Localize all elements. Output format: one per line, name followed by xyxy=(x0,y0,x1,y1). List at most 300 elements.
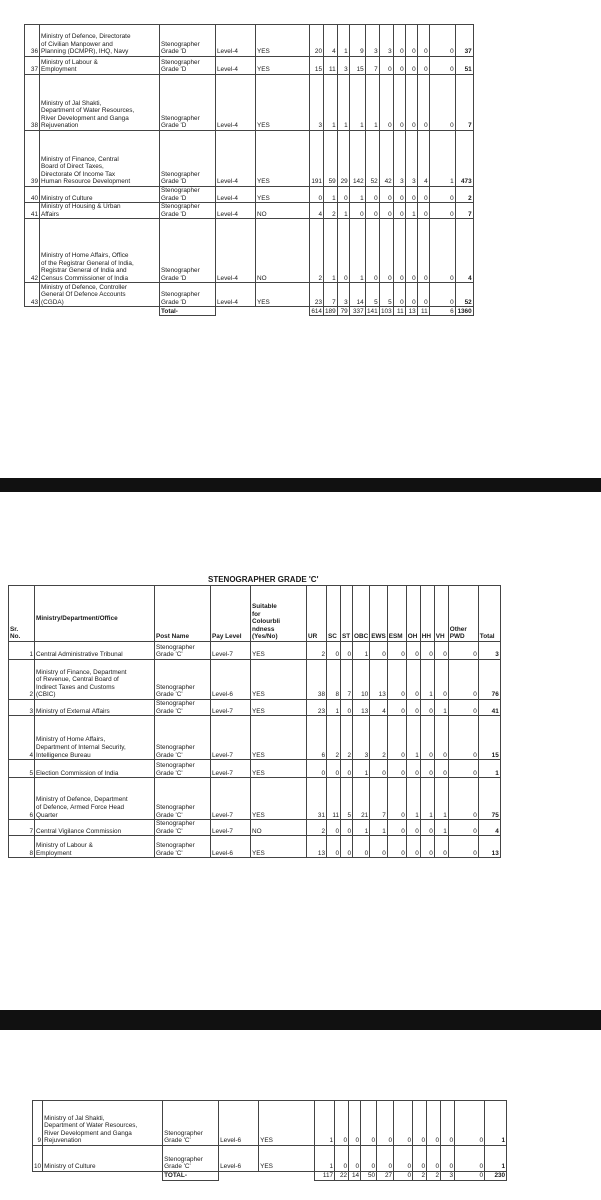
grade-c-title: STENOGRAPHER GRADE 'C' xyxy=(208,575,319,584)
ministry-cell xyxy=(35,642,155,660)
table-row xyxy=(25,187,474,203)
colour-blindness-cell: NO xyxy=(256,203,310,219)
category-count-cell: 0 xyxy=(429,187,455,203)
column-total-cell: 27 xyxy=(377,1172,394,1181)
category-count-cell: 0 xyxy=(429,219,455,283)
text-line: Ministry of Jal Shakti, xyxy=(44,1114,105,1122)
text-line: Census Commissioner of India xyxy=(41,274,129,282)
category-count-cell: 0 xyxy=(413,1146,427,1172)
category-count-cell: 0 xyxy=(417,187,429,203)
text-line: Registrar General of India and xyxy=(41,267,127,275)
category-count-cell: 0 xyxy=(387,716,406,760)
category-count-cell: 0 xyxy=(377,1146,394,1172)
category-count-cell: 0 xyxy=(335,1101,349,1146)
category-count-cell: 0 xyxy=(417,219,429,283)
category-count-cell: 0 xyxy=(405,219,417,283)
ministry-cell xyxy=(40,203,160,219)
category-count-cell: 0 xyxy=(365,203,379,219)
category-count-cell: 0 xyxy=(420,836,434,858)
category-count-cell: 0 xyxy=(420,820,434,836)
text-line: Election Commission of India xyxy=(36,769,119,777)
colour-blindness-cell: YES xyxy=(251,660,307,700)
table-row xyxy=(25,75,474,131)
category-count-cell: 15 xyxy=(310,57,324,75)
text-line: Grade 'C' xyxy=(156,827,183,835)
ministry-cell xyxy=(35,716,155,760)
header-pay-level: Pay Level xyxy=(211,586,251,642)
text-line: Central Administrative Tribunal xyxy=(36,651,123,659)
category-count-cell: 5 xyxy=(379,283,393,307)
table-row xyxy=(25,131,474,187)
empty-cell xyxy=(259,1172,315,1181)
colour-blindness-cell: YES xyxy=(251,778,307,820)
text-line: Grade 'C' xyxy=(156,751,183,759)
category-count-cell: 0 xyxy=(341,820,353,836)
category-count-cell: 1 xyxy=(406,716,420,760)
header-obc: OBC xyxy=(353,586,370,642)
column-total-cell: 2 xyxy=(427,1172,441,1181)
text-line: River Development and Ganga xyxy=(41,114,129,122)
text-line: Department of Internal Security, xyxy=(36,744,126,751)
category-count-cell: 0 xyxy=(427,1101,441,1146)
ministry-cell xyxy=(40,131,160,187)
text-line: Ministry of Finance, Department xyxy=(36,668,127,676)
text-line: Indirect Taxes and Customs xyxy=(36,683,115,691)
category-count-cell: 4 xyxy=(310,203,324,219)
table-row xyxy=(9,716,501,760)
empty-cell xyxy=(33,1172,43,1181)
text-line: Ministry of Culture xyxy=(44,1163,96,1171)
empty-cell xyxy=(216,307,256,316)
column-total-cell: 2 xyxy=(413,1172,427,1181)
category-count-cell: 0 xyxy=(370,760,388,778)
category-count-cell: 1 xyxy=(337,25,349,57)
category-count-cell: 0 xyxy=(327,820,341,836)
category-count-cell: 0 xyxy=(361,1101,377,1146)
text-line: Ministry of External Affairs xyxy=(36,707,110,715)
text-line: Grade 'C' xyxy=(156,811,183,819)
text-line: Directorate Of Income Tax xyxy=(41,170,116,178)
text-line: Stenographer xyxy=(156,804,195,811)
category-count-cell: 15 xyxy=(349,57,365,75)
category-count-cell: 1 xyxy=(420,660,434,700)
category-count-cell: 31 xyxy=(307,778,327,820)
pay-level-cell: Level-7 xyxy=(211,760,251,778)
ministry-cell xyxy=(35,778,155,820)
category-count-cell: 0 xyxy=(441,1101,455,1146)
table-row xyxy=(9,820,501,836)
text-line: Stenographer xyxy=(161,58,200,66)
category-count-cell: 0 xyxy=(455,1101,485,1146)
header-ministry xyxy=(35,586,155,642)
row-total-cell: 41 xyxy=(478,700,500,716)
text-line: of the Registrar General of India, xyxy=(41,259,134,267)
category-count-cell: 0 xyxy=(417,283,429,307)
grade-c-table xyxy=(8,585,501,858)
category-count-cell: 0 xyxy=(337,219,349,283)
row-total-cell: 1 xyxy=(485,1101,507,1146)
serial-number-cell: 7 xyxy=(9,820,35,836)
ministry-cell xyxy=(35,700,155,716)
header-other-pwd xyxy=(448,586,478,642)
header-hh: HH xyxy=(420,586,434,642)
text-line: Ministry of Defence, Directorate xyxy=(41,33,131,41)
category-count-cell: 0 xyxy=(387,700,406,716)
category-count-cell: 1 xyxy=(337,75,349,131)
ministry-cell xyxy=(43,1101,163,1146)
post-name-cell xyxy=(160,75,216,131)
category-count-cell: 7 xyxy=(324,283,338,307)
category-count-cell: 0 xyxy=(429,283,455,307)
text-line: Ministry of Labour & xyxy=(41,58,98,66)
serial-number-cell: 6 xyxy=(9,778,35,820)
text-line: Grade 'C' xyxy=(156,651,183,659)
category-count-cell: 0 xyxy=(387,820,406,836)
pay-level-cell: Level-4 xyxy=(216,203,256,219)
header-sc: SC xyxy=(327,586,341,642)
category-count-cell: 1 xyxy=(434,700,448,716)
table-row xyxy=(9,660,501,700)
pay-level-cell: Level-6 xyxy=(211,660,251,700)
column-total-cell: 614 xyxy=(311,307,322,315)
grade-c-continued-panel xyxy=(0,1030,601,1200)
column-total-cell: 141 xyxy=(367,307,378,315)
text-line: Affairs xyxy=(41,210,59,218)
category-count-cell: 1 xyxy=(353,760,370,778)
serial-number-cell: 41 xyxy=(25,203,40,219)
category-count-cell: 0 xyxy=(434,760,448,778)
category-count-cell: 0 xyxy=(341,760,353,778)
category-count-cell: 0 xyxy=(429,203,455,219)
colour-blindness-cell: YES xyxy=(259,1101,315,1146)
category-count-cell: 13 xyxy=(370,660,388,700)
text-line: Grade 'D xyxy=(161,210,187,218)
category-count-cell: 0 xyxy=(448,660,478,700)
category-count-cell: 42 xyxy=(379,131,393,187)
text-line: Grade 'D xyxy=(161,298,187,306)
category-count-cell: 0 xyxy=(393,283,405,307)
category-count-cell: 0 xyxy=(361,1146,377,1172)
category-count-cell: 3 xyxy=(337,283,349,307)
ministry-cell xyxy=(35,660,155,700)
text-line: Ministry of Culture xyxy=(41,194,93,202)
category-count-cell: 0 xyxy=(387,760,406,778)
category-count-cell: 0 xyxy=(448,716,478,760)
category-count-cell: 13 xyxy=(307,836,327,858)
category-count-cell: 1 xyxy=(337,203,349,219)
text-line: Ministry of Finance, Central xyxy=(41,155,119,163)
serial-number-cell: 8 xyxy=(9,836,35,858)
ministry-cell xyxy=(35,820,155,836)
category-count-cell: 3 xyxy=(379,25,393,57)
category-count-cell: 0 xyxy=(377,1101,394,1146)
text-line: Stenographer xyxy=(161,291,200,299)
table-row xyxy=(25,203,474,219)
category-count-cell: 3 xyxy=(310,75,324,131)
category-count-cell: 0 xyxy=(370,642,388,660)
row-total-cell: 37 xyxy=(455,25,473,57)
row-total-cell: 15 xyxy=(478,716,500,760)
category-count-cell: 5 xyxy=(341,778,353,820)
row-total-cell: 7 xyxy=(455,203,473,219)
category-count-cell: 3 xyxy=(405,131,417,187)
text-line: Ministry of Defence, Department xyxy=(36,796,128,804)
row-total-cell: 76 xyxy=(478,660,500,700)
table-row xyxy=(25,283,474,307)
category-count-cell: 0 xyxy=(406,760,420,778)
serial-number-cell: 10 xyxy=(33,1146,43,1172)
row-total-cell: 52 xyxy=(455,283,473,307)
category-count-cell: 21 xyxy=(353,778,370,820)
serial-number-cell: 2 xyxy=(9,660,35,700)
total-label: Total- xyxy=(160,307,216,316)
totals-row xyxy=(33,1172,507,1181)
table-row xyxy=(25,219,474,283)
text-line: Stenographer xyxy=(164,1155,203,1163)
category-count-cell: 0 xyxy=(441,1146,455,1172)
pay-level-cell: Level-4 xyxy=(216,25,256,57)
category-count-cell: 1 xyxy=(420,778,434,820)
category-count-cell: 0 xyxy=(448,700,478,716)
category-count-cell: 3 xyxy=(337,57,349,75)
category-count-cell: 1 xyxy=(406,778,420,820)
post-name-cell xyxy=(160,283,216,307)
table-row xyxy=(9,700,501,716)
table-row xyxy=(9,642,501,660)
post-name-cell xyxy=(155,642,211,660)
category-count-cell: 3 xyxy=(353,716,370,760)
text-line: Planning (DCMPR), IHQ, Navy xyxy=(41,48,129,56)
category-count-cell: 59 xyxy=(324,131,338,187)
category-count-cell: 2 xyxy=(370,716,388,760)
category-count-cell: 14 xyxy=(349,283,365,307)
header-post-name: Post Name xyxy=(155,586,211,642)
text-line: (CBIC) xyxy=(36,691,56,699)
colour-blindness-cell: YES xyxy=(256,57,310,75)
category-count-cell: 1 xyxy=(370,820,388,836)
colour-blindness-cell: YES xyxy=(256,131,310,187)
column-total-cell: 117 xyxy=(315,1172,335,1181)
category-count-cell: 0 xyxy=(448,820,478,836)
text-line: Grade 'C' xyxy=(164,1137,191,1145)
text-line: (Yes/No) xyxy=(252,633,278,641)
post-name-cell xyxy=(160,203,216,219)
category-count-cell: 0 xyxy=(341,700,353,716)
ministry-cell xyxy=(40,283,160,307)
pay-level-cell: Level-7 xyxy=(211,778,251,820)
text-line: Stenographer xyxy=(161,267,200,275)
text-line: Grade 'C' xyxy=(156,849,183,857)
post-name-cell xyxy=(160,219,216,283)
category-count-cell: 1 xyxy=(324,219,338,283)
text-line: Ministry of Jal Shakti, xyxy=(41,99,102,107)
text-line: Grade 'D xyxy=(161,194,187,202)
colour-blindness-cell: YES xyxy=(256,187,310,203)
serial-number-cell: 9 xyxy=(33,1101,43,1146)
category-count-cell: 0 xyxy=(429,57,455,75)
category-count-cell: 0 xyxy=(379,203,393,219)
row-total-cell: 2 xyxy=(455,187,473,203)
category-count-cell: 0 xyxy=(429,75,455,131)
category-count-cell: 2 xyxy=(327,716,341,760)
post-name-cell xyxy=(160,187,216,203)
text-line: for xyxy=(252,610,261,618)
row-total-cell: 1 xyxy=(478,760,500,778)
text-line: Quarter xyxy=(36,811,58,819)
category-count-cell: 0 xyxy=(427,1146,441,1172)
text-line: Human Resource Development xyxy=(41,178,131,186)
table-row xyxy=(33,1146,507,1172)
category-count-cell: 0 xyxy=(455,1146,485,1172)
category-count-cell: 0 xyxy=(448,836,478,858)
column-total-cell: 0 xyxy=(455,1172,485,1181)
category-count-cell: 0 xyxy=(387,778,406,820)
grade-c-continued-table xyxy=(32,1100,507,1181)
category-count-cell: 5 xyxy=(365,283,379,307)
ministry-cell xyxy=(40,219,160,283)
empty-cell xyxy=(43,1172,163,1181)
serial-number-cell: 37 xyxy=(25,57,40,75)
category-count-cell: 0 xyxy=(405,57,417,75)
post-name-cell xyxy=(160,131,216,187)
text-line: Department of Water Resources, xyxy=(44,1122,138,1130)
colour-blindness-cell: NO xyxy=(256,219,310,283)
category-count-cell: 1 xyxy=(349,219,365,283)
text-line: Board of Direct Taxes, xyxy=(41,163,104,171)
ministry-cell xyxy=(35,760,155,778)
text-line: Intelligence Bureau xyxy=(36,751,91,759)
post-name-cell xyxy=(155,760,211,778)
serial-number-cell: 36 xyxy=(25,25,40,57)
ministry-cell xyxy=(40,25,160,57)
category-count-cell: 0 xyxy=(379,57,393,75)
category-count-cell: 6 xyxy=(307,716,327,760)
row-total-cell: 7 xyxy=(455,75,473,131)
category-count-cell: 1 xyxy=(327,700,341,716)
grand-total-cell: 230 xyxy=(485,1172,507,1181)
category-count-cell: 0 xyxy=(406,820,420,836)
column-total-cell: 13 xyxy=(405,307,417,316)
category-count-cell: 0 xyxy=(406,700,420,716)
category-count-cell: 3 xyxy=(365,25,379,57)
text-line: Suitable xyxy=(252,603,277,611)
text-line: River Development and Ganga xyxy=(44,1129,132,1137)
table-row xyxy=(33,1101,507,1146)
category-count-cell: 20 xyxy=(310,25,324,57)
category-count-cell: 0 xyxy=(434,716,448,760)
pay-level-cell: Level-4 xyxy=(216,131,256,187)
category-count-cell: 0 xyxy=(393,187,405,203)
text-line: General Of Defence Accounts xyxy=(41,291,126,299)
text-line: Rejuvenation xyxy=(41,122,79,130)
category-count-cell: 0 xyxy=(335,1146,349,1172)
category-count-cell: 0 xyxy=(393,25,405,57)
category-count-cell: 0 xyxy=(349,1146,361,1172)
ministry-cell xyxy=(43,1146,163,1172)
grade-c-panel xyxy=(0,492,601,1010)
category-count-cell: 0 xyxy=(370,836,388,858)
pay-level-cell: Level-4 xyxy=(216,187,256,203)
category-count-cell: 11 xyxy=(324,57,338,75)
text-line: Employment xyxy=(36,849,72,857)
pay-level-cell: Level-4 xyxy=(216,283,256,307)
category-count-cell: 0 xyxy=(434,642,448,660)
text-line: Department of Water Resources, xyxy=(41,107,135,115)
post-name-cell xyxy=(155,820,211,836)
category-count-cell: 8 xyxy=(327,660,341,700)
text-line: Stenographer xyxy=(161,40,200,48)
text-line: PWD xyxy=(449,633,465,641)
pay-level-cell: Level-6 xyxy=(219,1146,259,1172)
table-row xyxy=(9,760,501,778)
header-ews: EWS xyxy=(370,586,388,642)
category-count-cell: 2 xyxy=(307,820,327,836)
category-count-cell: 1 xyxy=(353,642,370,660)
category-count-cell: 0 xyxy=(394,1146,413,1172)
pay-level-cell: Level-6 xyxy=(219,1101,259,1146)
post-name-cell xyxy=(155,836,211,858)
text-line: Grade 'C' xyxy=(156,769,183,777)
text-line: Stenographer xyxy=(161,170,200,178)
text-line: Sr. xyxy=(10,625,19,633)
category-count-cell: 0 xyxy=(406,642,420,660)
table-row xyxy=(9,778,501,820)
category-count-cell: 0 xyxy=(365,219,379,283)
colour-blindness-cell: YES xyxy=(259,1146,315,1172)
post-name-cell xyxy=(163,1146,219,1172)
category-count-cell: 0 xyxy=(341,642,353,660)
post-name-cell xyxy=(160,57,216,75)
grade-d-table xyxy=(24,24,474,316)
text-line: Employment xyxy=(41,66,77,74)
category-count-cell: 0 xyxy=(387,660,406,700)
text-line: Grade 'C' xyxy=(164,1163,191,1171)
column-total-cell: 337 xyxy=(349,307,365,316)
category-count-cell: 0 xyxy=(327,836,341,858)
category-count-cell: 0 xyxy=(413,1101,427,1146)
serial-number-cell: 1 xyxy=(9,642,35,660)
serial-number-cell: 40 xyxy=(25,187,40,203)
row-total-cell: 3 xyxy=(478,642,500,660)
ministry-cell xyxy=(40,57,160,75)
text-line: Ministry of Labour & xyxy=(36,842,93,850)
screenshot-divider-bar xyxy=(0,478,601,492)
category-count-cell: 29 xyxy=(337,131,349,187)
pay-level-cell: Level-4 xyxy=(216,219,256,283)
category-count-cell: 52 xyxy=(365,131,379,187)
post-name-cell xyxy=(160,25,216,57)
header-oh: OH xyxy=(406,586,420,642)
column-total-cell: 11 xyxy=(393,307,405,316)
post-name-cell xyxy=(155,778,211,820)
colour-blindness-cell: YES xyxy=(251,700,307,716)
category-count-cell: 1 xyxy=(315,1146,335,1172)
text-line: Other xyxy=(449,625,467,633)
row-total-cell: 1 xyxy=(485,1146,507,1172)
category-count-cell: 0 xyxy=(448,778,478,820)
category-count-cell: 0 xyxy=(417,75,429,131)
text-line: Stenographer xyxy=(161,203,200,211)
category-count-cell: 0 xyxy=(349,203,365,219)
category-count-cell: 23 xyxy=(307,700,327,716)
text-line: Ministry of Defence, Controller xyxy=(41,283,127,291)
empty-cell xyxy=(256,307,310,316)
header-st: ST xyxy=(341,586,353,642)
text-line: ndness xyxy=(252,625,275,633)
category-count-cell: 0 xyxy=(406,836,420,858)
category-count-cell: 0 xyxy=(406,660,420,700)
pay-level-cell: Level-7 xyxy=(211,700,251,716)
